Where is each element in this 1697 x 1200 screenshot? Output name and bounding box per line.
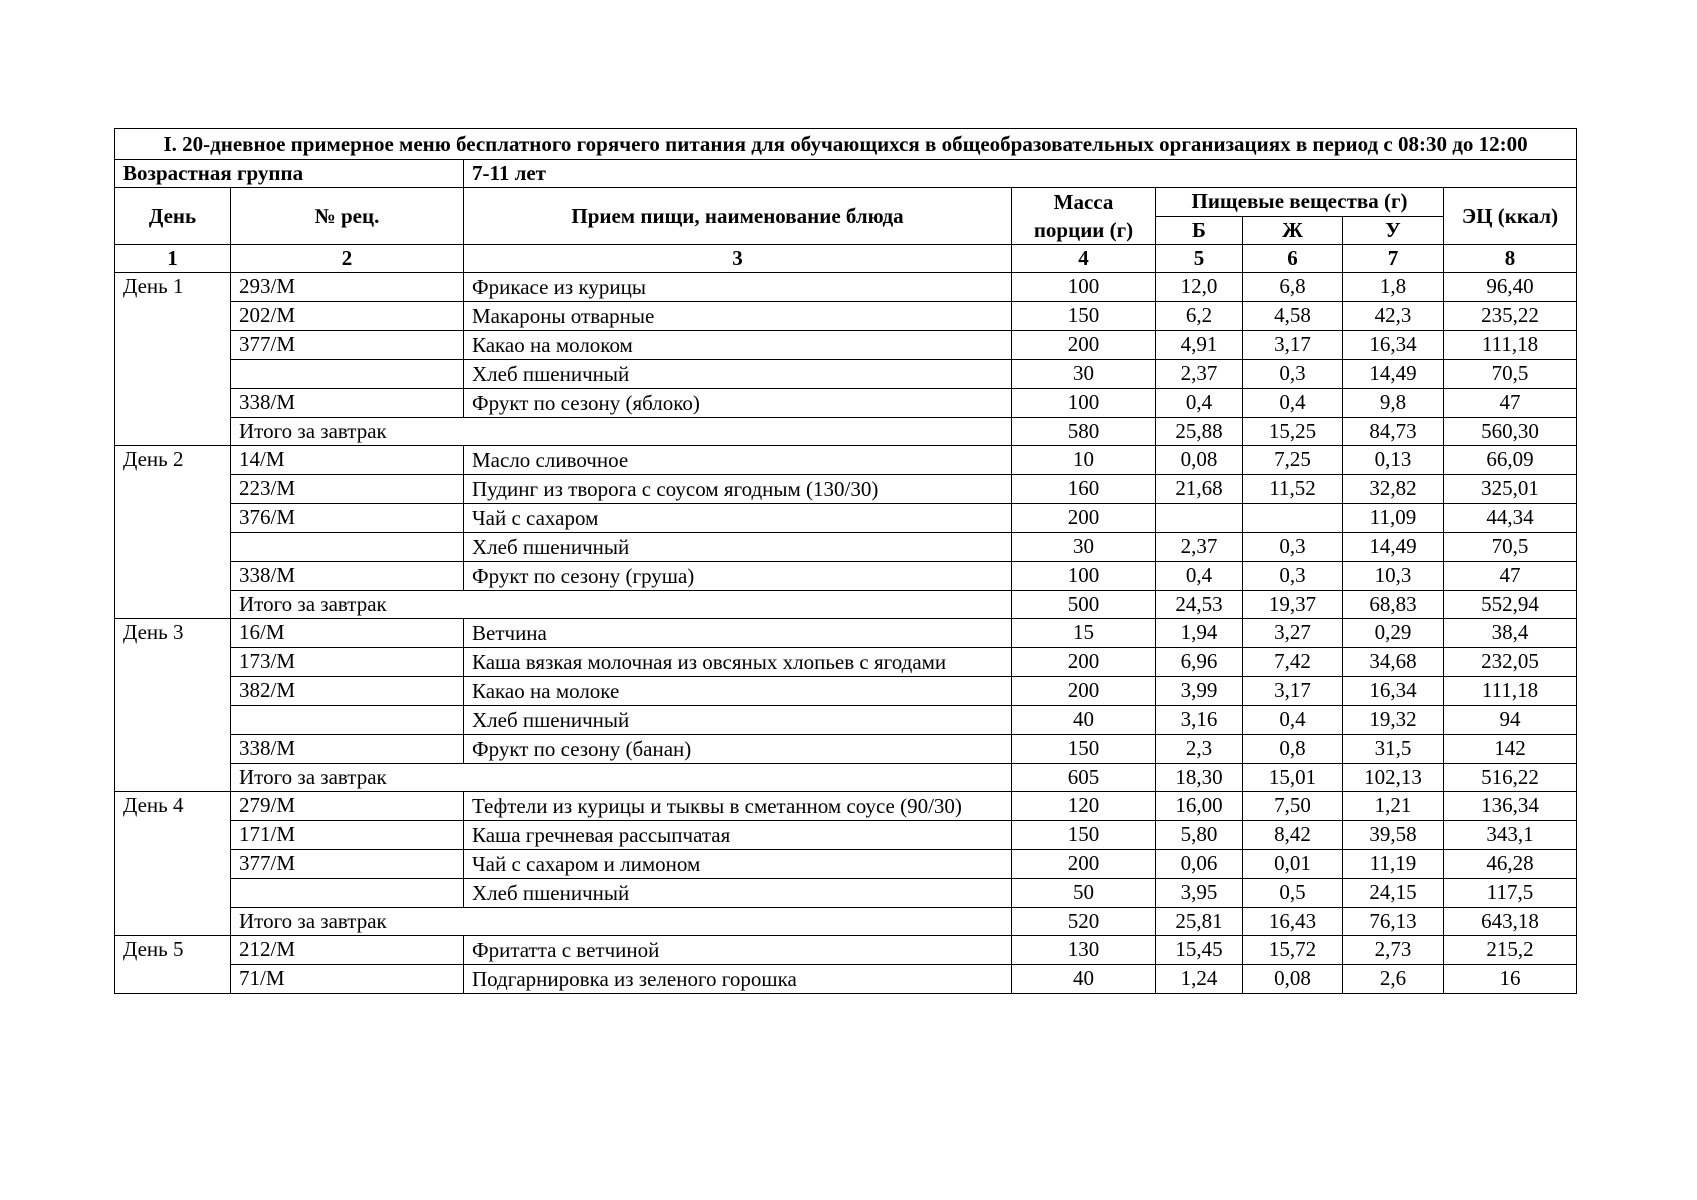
fat-value: 8,42 [1243,821,1343,850]
fat-value: 3,27 [1243,619,1343,648]
header-row-1 [115,188,1577,217]
table-title: I. 20-дневное примерное меню бесплатного горячего питания для обучающихся в общеобразовательных организациях в период с 08:30 до 12:00 [115,129,1577,160]
total-row [115,418,1577,446]
age-group-label: Возрастная группа [115,160,464,188]
total-fat: 19,37 [1243,591,1343,619]
portion-mass: 200 [1012,677,1156,706]
day-label: День 2 [115,446,231,619]
protein-value: 2,3 [1156,735,1243,764]
portion-mass: 15 [1012,619,1156,648]
recipe-number: 223/М [231,475,464,504]
total-mass: 580 [1012,418,1156,446]
recipe-number: 171/М [231,821,464,850]
fat-value: 7,25 [1243,446,1343,475]
portion-mass: 150 [1012,735,1156,764]
header-energy: ЭЦ (ккал) [1444,188,1577,245]
dish-row [115,273,1577,302]
total-energy: 516,22 [1444,764,1577,792]
carbs-value: 11,19 [1343,850,1444,879]
energy-value: 66,09 [1444,446,1577,475]
carbs-value: 16,34 [1343,331,1444,360]
carbs-value: 24,15 [1343,879,1444,908]
portion-mass: 50 [1012,879,1156,908]
recipe-number [231,360,464,389]
protein-value: 6,96 [1156,648,1243,677]
protein-value: 6,2 [1156,302,1243,331]
dish-name: Хлеб пшеничный [464,879,1012,908]
total-carbs: 76,13 [1343,908,1444,936]
column-number: 4 [1012,245,1156,273]
total-protein: 25,88 [1156,418,1243,446]
fat-value: 0,4 [1243,389,1343,418]
header-fat: Ж [1243,216,1343,245]
fat-value: 0,5 [1243,879,1343,908]
energy-value: 96,40 [1444,273,1577,302]
protein-value: 16,00 [1156,792,1243,821]
carbs-value: 14,49 [1343,533,1444,562]
fat-value: 3,17 [1243,331,1343,360]
dish-name: Фрикасе из курицы [464,273,1012,302]
recipe-number: 71/М [231,965,464,994]
recipe-number [231,706,464,735]
protein-value: 3,99 [1156,677,1243,706]
fat-value: 6,8 [1243,273,1343,302]
dish-name: Фрукт по сезону (груша) [464,562,1012,591]
carbs-value: 0,29 [1343,619,1444,648]
recipe-number: 382/М [231,677,464,706]
header-carbs: У [1343,216,1444,245]
total-label: Итого за завтрак [231,418,1012,446]
header-day: День [115,188,231,245]
portion-mass: 10 [1012,446,1156,475]
header-recipe: № рец. [231,188,464,245]
total-energy: 552,94 [1444,591,1577,619]
fat-value: 0,8 [1243,735,1343,764]
total-protein: 18,30 [1156,764,1243,792]
fat-value: 0,3 [1243,533,1343,562]
fat-value: 3,17 [1243,677,1343,706]
total-label: Итого за завтрак [231,764,1012,792]
dish-row [115,504,1577,533]
column-number: 8 [1444,245,1577,273]
protein-value: 15,45 [1156,936,1243,965]
day-label: День 3 [115,619,231,792]
recipe-number: 202/М [231,302,464,331]
table-body [115,129,1577,994]
carbs-value: 42,3 [1343,302,1444,331]
age-group-value: 7-11 лет [464,160,1577,188]
title-row [115,129,1577,160]
dish-name: Фрукт по сезону (банан) [464,735,1012,764]
dish-row [115,389,1577,418]
energy-value: 232,05 [1444,648,1577,677]
menu-table [114,128,1577,994]
portion-mass: 160 [1012,475,1156,504]
energy-value: 343,1 [1444,821,1577,850]
protein-value: 5,80 [1156,821,1243,850]
energy-value: 47 [1444,389,1577,418]
protein-value: 0,4 [1156,389,1243,418]
dish-name: Хлеб пшеничный [464,533,1012,562]
total-mass: 500 [1012,591,1156,619]
carbs-value: 10,3 [1343,562,1444,591]
energy-value: 325,01 [1444,475,1577,504]
total-mass: 520 [1012,908,1156,936]
dish-row [115,302,1577,331]
dish-row [115,850,1577,879]
portion-mass: 200 [1012,504,1156,533]
energy-value: 117,5 [1444,879,1577,908]
fat-value: 4,58 [1243,302,1343,331]
total-protein: 24,53 [1156,591,1243,619]
dish-row [115,792,1577,821]
recipe-number: 338/М [231,562,464,591]
protein-value: 1,24 [1156,965,1243,994]
total-protein: 25,81 [1156,908,1243,936]
portion-mass: 40 [1012,965,1156,994]
dish-row [115,879,1577,908]
total-fat: 16,43 [1243,908,1343,936]
dish-name: Хлеб пшеничный [464,706,1012,735]
dish-name: Макароны отварные [464,302,1012,331]
dish-row [115,360,1577,389]
total-fat: 15,01 [1243,764,1343,792]
total-label: Итого за завтрак [231,908,1012,936]
protein-value: 3,95 [1156,879,1243,908]
energy-value: 111,18 [1444,331,1577,360]
fat-value: 7,50 [1243,792,1343,821]
energy-value: 136,34 [1444,792,1577,821]
carbs-value: 0,13 [1343,446,1444,475]
header-dish: Прием пищи, наименование блюда [464,188,1012,245]
recipe-number [231,533,464,562]
total-label: Итого за завтрак [231,591,1012,619]
portion-mass: 150 [1012,302,1156,331]
header-mass: Масса порции (г) [1012,188,1156,245]
fat-value: 0,3 [1243,562,1343,591]
portion-mass: 150 [1012,821,1156,850]
energy-value: 44,34 [1444,504,1577,533]
carbs-value: 14,49 [1343,360,1444,389]
protein-value: 21,68 [1156,475,1243,504]
dish-name: Ветчина [464,619,1012,648]
recipe-number: 14/М [231,446,464,475]
dish-row [115,648,1577,677]
dish-row [115,821,1577,850]
total-fat: 15,25 [1243,418,1343,446]
dish-name: Фрукт по сезону (яблоко) [464,389,1012,418]
carbs-value: 39,58 [1343,821,1444,850]
dish-name: Пудинг из творога с соусом ягодным (130/30) [464,475,1012,504]
portion-mass: 120 [1012,792,1156,821]
dish-row [115,475,1577,504]
dish-name: Тефтели из курицы и тыквы в сметанном соусе (90/30) [464,792,1012,821]
energy-value: 70,5 [1444,533,1577,562]
column-number: 7 [1343,245,1444,273]
recipe-number: 377/М [231,331,464,360]
carbs-value: 11,09 [1343,504,1444,533]
protein-value [1156,504,1243,533]
protein-value: 1,94 [1156,619,1243,648]
energy-value: 38,4 [1444,619,1577,648]
portion-mass: 30 [1012,360,1156,389]
fat-value: 0,3 [1243,360,1343,389]
dish-row [115,965,1577,994]
protein-value: 2,37 [1156,533,1243,562]
carbs-value: 2,6 [1343,965,1444,994]
dish-row [115,735,1577,764]
portion-mass: 40 [1012,706,1156,735]
protein-value: 4,91 [1156,331,1243,360]
energy-value: 142 [1444,735,1577,764]
dish-row [115,619,1577,648]
day-label: День 4 [115,792,231,936]
energy-value: 47 [1444,562,1577,591]
column-number: 6 [1243,245,1343,273]
total-carbs: 84,73 [1343,418,1444,446]
total-row [115,591,1577,619]
portion-mass: 100 [1012,273,1156,302]
header-protein: Б [1156,216,1243,245]
carbs-value: 32,82 [1343,475,1444,504]
protein-value: 0,4 [1156,562,1243,591]
column-number: 1 [115,245,231,273]
carbs-value: 31,5 [1343,735,1444,764]
carbs-value: 1,21 [1343,792,1444,821]
carbs-value: 9,8 [1343,389,1444,418]
column-number-row [115,245,1577,273]
recipe-number: 338/М [231,389,464,418]
protein-value: 0,08 [1156,446,1243,475]
header-nutrients: Пищевые вещества (г) [1156,188,1444,217]
day-label: День 1 [115,273,231,446]
dish-name: Фритатта с ветчиной [464,936,1012,965]
dish-name: Хлеб пшеничный [464,360,1012,389]
energy-value: 215,2 [1444,936,1577,965]
protein-value: 0,06 [1156,850,1243,879]
recipe-number: 293/М [231,273,464,302]
dish-name: Чай с сахаром [464,504,1012,533]
column-number: 5 [1156,245,1243,273]
carbs-value: 16,34 [1343,677,1444,706]
dish-name: Масло сливочное [464,446,1012,475]
dish-name: Каша гречневая рассыпчатая [464,821,1012,850]
total-carbs: 102,13 [1343,764,1444,792]
portion-mass: 130 [1012,936,1156,965]
portion-mass: 200 [1012,648,1156,677]
recipe-number: 279/М [231,792,464,821]
total-energy: 643,18 [1444,908,1577,936]
total-mass: 605 [1012,764,1156,792]
day-label: День 5 [115,936,231,994]
recipe-number: 377/М [231,850,464,879]
recipe-number: 16/М [231,619,464,648]
fat-value: 0,01 [1243,850,1343,879]
fat-value: 15,72 [1243,936,1343,965]
dish-name: Какао на молоком [464,331,1012,360]
protein-value: 3,16 [1156,706,1243,735]
dish-row [115,331,1577,360]
protein-value: 12,0 [1156,273,1243,302]
portion-mass: 100 [1012,562,1156,591]
energy-value: 235,22 [1444,302,1577,331]
portion-mass: 200 [1012,331,1156,360]
fat-value [1243,504,1343,533]
total-energy: 560,30 [1444,418,1577,446]
dish-row [115,936,1577,965]
fat-value: 7,42 [1243,648,1343,677]
dish-name: Подгарнировка из зеленого горошка [464,965,1012,994]
energy-value: 94 [1444,706,1577,735]
portion-mass: 100 [1012,389,1156,418]
recipe-number: 212/М [231,936,464,965]
recipe-number: 338/М [231,735,464,764]
dish-row [115,677,1577,706]
energy-value: 46,28 [1444,850,1577,879]
dish-row [115,562,1577,591]
portion-mass: 30 [1012,533,1156,562]
dish-row [115,446,1577,475]
recipe-number: 173/М [231,648,464,677]
energy-value: 111,18 [1444,677,1577,706]
total-row [115,764,1577,792]
carbs-value: 34,68 [1343,648,1444,677]
column-number: 3 [464,245,1012,273]
recipe-number [231,879,464,908]
carbs-value: 1,8 [1343,273,1444,302]
dish-name: Каша вязкая молочная из овсяных хлопьев с ягодами [464,648,1012,677]
column-number: 2 [231,245,464,273]
fat-value: 0,4 [1243,706,1343,735]
age-group-row [115,160,1577,188]
dish-name: Какао на молоке [464,677,1012,706]
total-row [115,908,1577,936]
carbs-value: 2,73 [1343,936,1444,965]
carbs-value: 19,32 [1343,706,1444,735]
energy-value: 16 [1444,965,1577,994]
dish-row [115,533,1577,562]
protein-value: 2,37 [1156,360,1243,389]
energy-value: 70,5 [1444,360,1577,389]
recipe-number: 376/М [231,504,464,533]
dish-row [115,706,1577,735]
dish-name: Чай с сахаром и лимоном [464,850,1012,879]
total-carbs: 68,83 [1343,591,1444,619]
fat-value: 11,52 [1243,475,1343,504]
portion-mass: 200 [1012,850,1156,879]
fat-value: 0,08 [1243,965,1343,994]
